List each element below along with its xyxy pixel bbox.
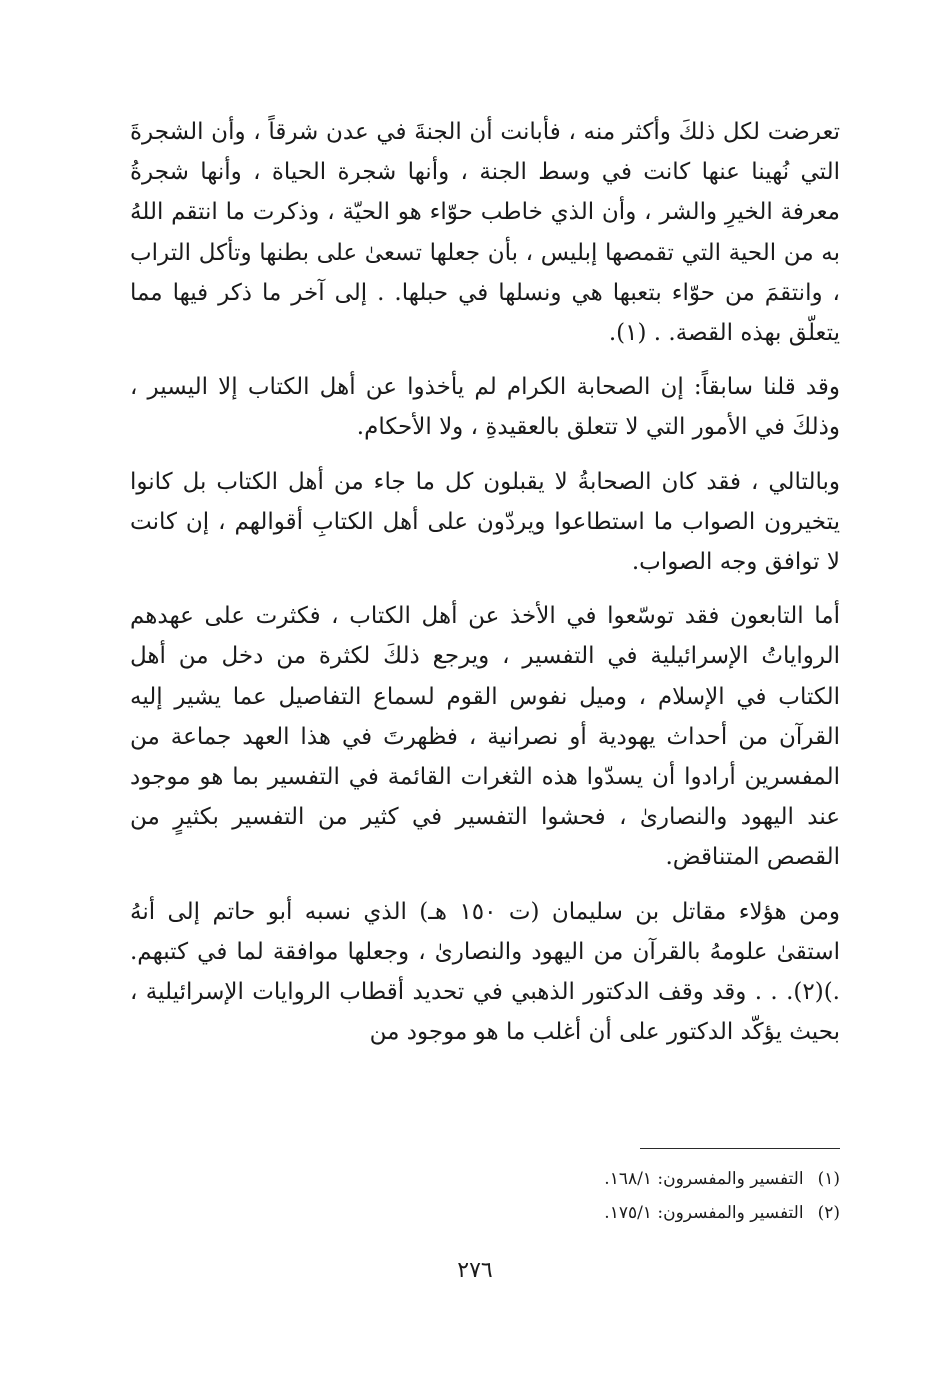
paragraph-1: تعرضت لكل ذلكَ وأكثر منه ، فأبانت أن الجنةَ في عدن شرقاً ، وأن الشجرةَ التي نُهينا عنها كانت في وسط الجنة ، وأنها شجرة الحياة ، وأنها شجرةُ معرفة الخيرِ والشر ، وأن الذي خاطب حوّاء هو الحيّة ، وذكرت ما انتقم اللهُ به من الحية التي تقمصها إبليس ، بأن جعلها تسعىٰ على بطنها وتأكل التراب ، وانتقمَ من حوّاء بتعبها هي ونسلها في حبلها. . إلى آخر ما ذكر فيها مما يتعلّق بهذه القصة. . (١). — [130, 119, 840, 347]
footnote-number: (١) — [817, 1169, 840, 1189]
page-number: ٢٧٦ — [457, 1258, 493, 1283]
footnote-number: (٢) — [817, 1203, 840, 1223]
footnote-text: التفسير والمفسرون: ١٧٥/١. — [604, 1203, 804, 1223]
footnote-text: التفسير والمفسرون: ١٦٨/١. — [604, 1169, 804, 1189]
footnote-2 — [340, 1196, 840, 1230]
main-text — [130, 112, 840, 1066]
paragraph-5: ومن هؤلاء مقاتل بن سليمان (ت ١٥٠ هـ) الذي نسبه أبو حاتم إلى أنهُ استقىٰ علومهُ بالقرآن من اليهود والنصارىٰ ، وجعلها موافقة لما في كتبهم. .)(٢). . . وقد وقف الدكتور الذهبي في تحديد أقطاب الروايات الإسرائيلية ، بحيث يؤكّد الدكتور على أن أغلب ما هو موجود من — [130, 898, 840, 1046]
footnote-1 — [340, 1162, 840, 1196]
paragraph-3: وبالتالي ، فقد كان الصحابةُ لا يقبلون كل ما جاء من أهل الكتاب بل كانوا يتخيرون الصواب ما استطاعوا ويردّون على أهل الكتابِ أقوالهم ، إن كانت لا توافق وجه الصواب. — [130, 468, 840, 576]
footnote-divider — [640, 1148, 840, 1149]
paragraph-2: وقد قلنا سابقاً: إن الصحابة الكرام لم يأخذوا عن أهل الكتاب إلا اليسير ، وذلكَ في الأمور التي لا تتعلق بالعقيدةِ ، ولا الأحكام. — [130, 374, 840, 441]
paragraph-4: أما التابعون فقد توسّعوا في الأخذ عن أهل الكتاب ، فكثرت على عهدهم الرواياتُ الإسرائيلية في التفسير ، ويرجع ذلكَ لكثرة من دخل من أهل الكتاب في الإسلام ، وميل نفوس القوم لسماع التفاصيل عما يشير إليه القرآن من أحداث يهودية أو نصرانية ، فظهرتَ في هذا العهد جماعة من المفسرين أرادوا أن يسدّوا هذه الثغرات القائمة في التفسير بما هو موجود عند اليهود والنصارىٰ ، فحشوا التفسير في كثير من التفسير بكثيرٍ من القصص المتناقض. — [130, 603, 840, 871]
footnotes — [340, 1162, 840, 1230]
